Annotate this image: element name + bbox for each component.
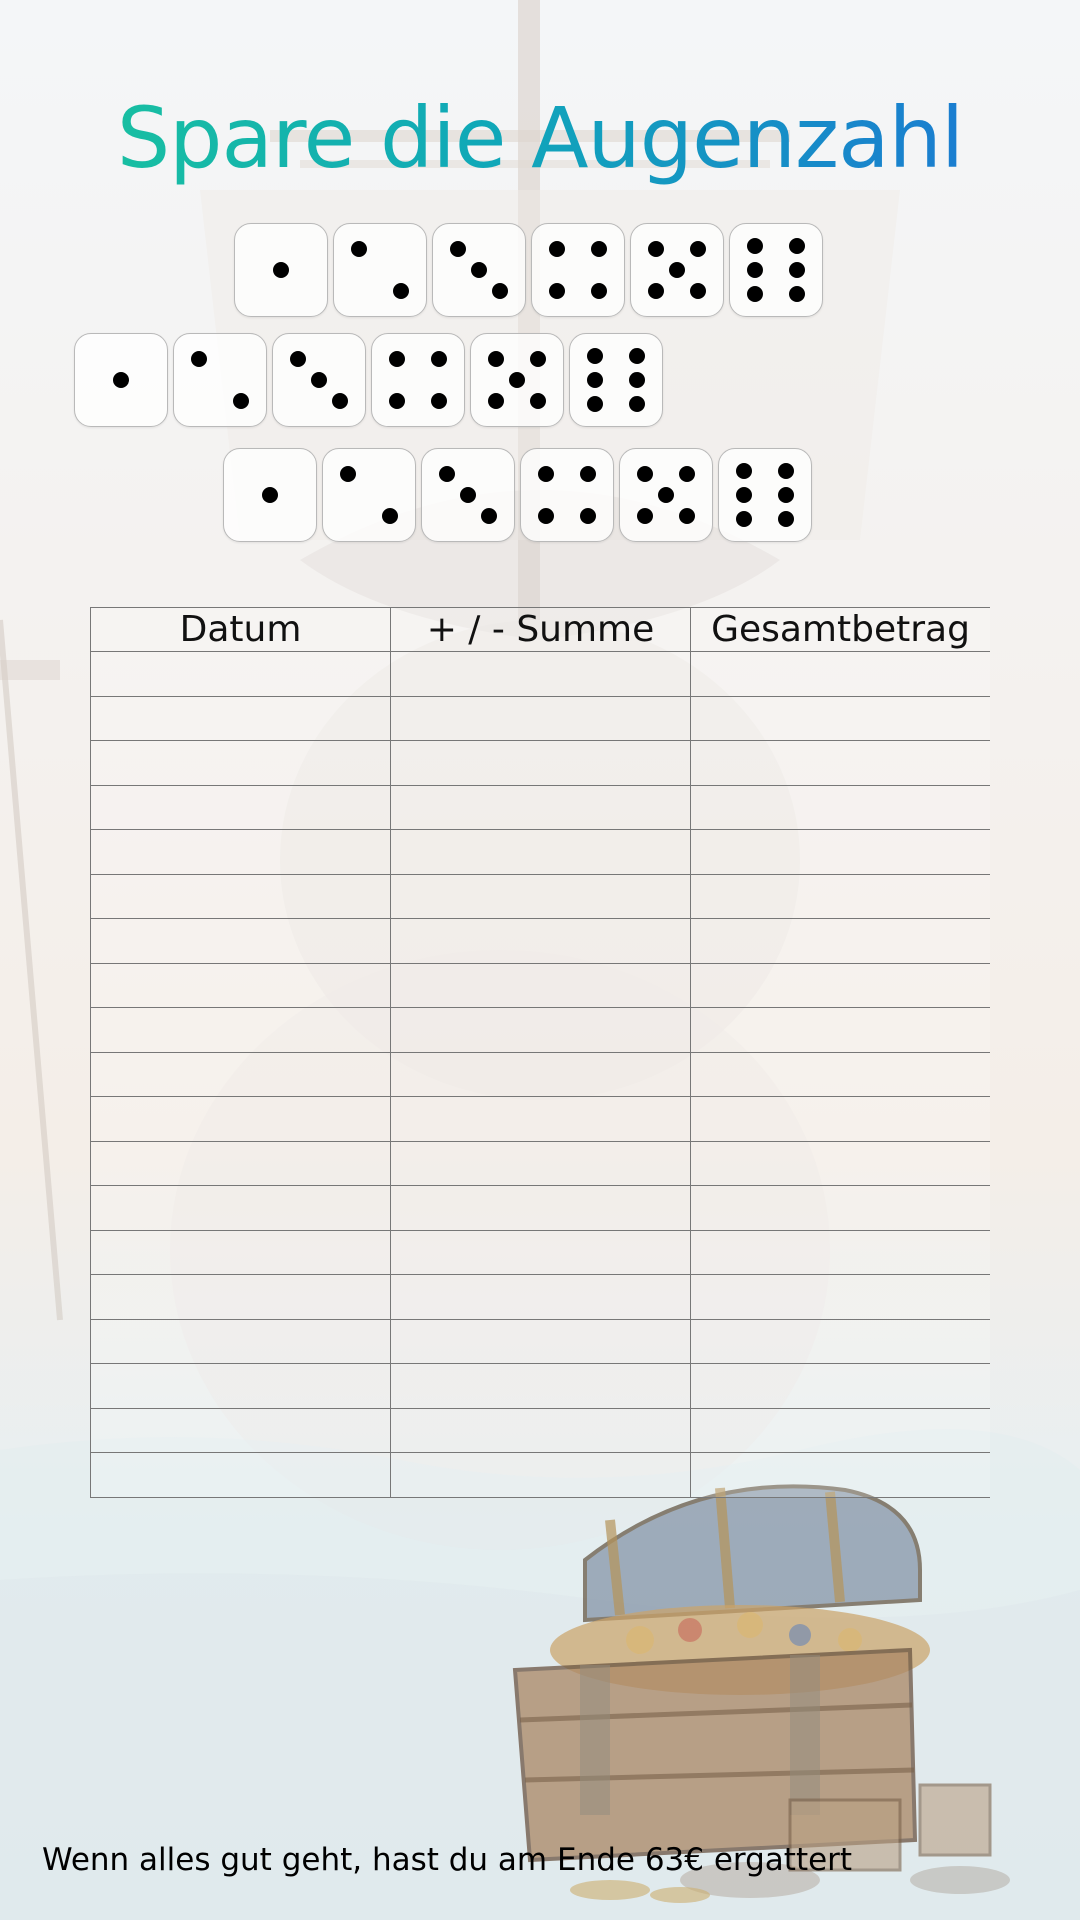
die-pip: [580, 508, 596, 524]
die-pip: [481, 508, 497, 524]
table-row: [91, 652, 991, 697]
die-pip: [629, 372, 645, 388]
die-pip: [591, 283, 607, 299]
gesamtbetrag-cell: [691, 1408, 991, 1453]
die-pip: [393, 283, 409, 299]
datum-cell: [91, 1453, 391, 1498]
die-pip: [191, 351, 207, 367]
die-pip: [538, 466, 554, 482]
gesamtbetrag-cell: [691, 1097, 991, 1142]
datum-cell: [91, 963, 391, 1008]
gesamtbetrag-cell: [691, 785, 991, 830]
die-pip: [431, 351, 447, 367]
die-face-6: [569, 333, 663, 427]
summe-cell: [391, 1275, 691, 1320]
die-face-4: [531, 223, 625, 317]
die-face-1: [234, 223, 328, 317]
die-face-4: [520, 448, 614, 542]
summe-cell: [391, 1364, 691, 1409]
gesamtbetrag-cell: [691, 830, 991, 875]
datum-cell: [91, 1186, 391, 1231]
die-pip: [382, 508, 398, 524]
die-pip: [488, 351, 504, 367]
datum-cell: [91, 1408, 391, 1453]
die-pip: [549, 241, 565, 257]
die-face-5: [630, 223, 724, 317]
die-face-3: [421, 448, 515, 542]
die-face-2: [322, 448, 416, 542]
gesamtbetrag-cell: [691, 696, 991, 741]
gesamtbetrag-cell: [691, 741, 991, 786]
die-pip: [629, 348, 645, 364]
die-pip: [587, 372, 603, 388]
die-pip: [629, 396, 645, 412]
datum-cell: [91, 741, 391, 786]
gesamtbetrag-cell: [691, 652, 991, 697]
table-row: [91, 1097, 991, 1142]
die-pip: [747, 262, 763, 278]
die-pip: [273, 262, 289, 278]
table-row: [91, 1052, 991, 1097]
die-face-3: [272, 333, 366, 427]
summe-cell: [391, 1230, 691, 1275]
datum-cell: [91, 1008, 391, 1053]
dice-row-3: [223, 448, 812, 542]
datum-cell: [91, 1364, 391, 1409]
table-row: [91, 1230, 991, 1275]
die-pip: [637, 466, 653, 482]
die-pip: [690, 283, 706, 299]
datum-cell: [91, 1230, 391, 1275]
summe-cell: [391, 1052, 691, 1097]
die-pip: [290, 351, 306, 367]
gesamtbetrag-cell: [691, 1052, 991, 1097]
gesamtbetrag-cell: [691, 1275, 991, 1320]
gesamtbetrag-cell: [691, 1364, 991, 1409]
die-pip: [690, 241, 706, 257]
summe-cell: [391, 1319, 691, 1364]
gesamtbetrag-cell: [691, 1453, 991, 1498]
die-pip: [747, 286, 763, 302]
die-pip: [389, 351, 405, 367]
savings-table: [90, 607, 990, 1498]
summe-cell: [391, 1408, 691, 1453]
savings-table-container: [90, 607, 990, 1525]
die-face-6: [729, 223, 823, 317]
summe-cell: [391, 874, 691, 919]
die-pip: [648, 283, 664, 299]
die-pip: [789, 262, 805, 278]
dice-row-1: [234, 223, 823, 317]
die-pip: [669, 262, 685, 278]
die-pip: [789, 238, 805, 254]
table-row: [91, 830, 991, 875]
datum-cell: [91, 1275, 391, 1320]
table-row: [91, 1008, 991, 1053]
die-pip: [340, 466, 356, 482]
die-pip: [736, 511, 752, 527]
summe-cell: [391, 830, 691, 875]
die-pip: [233, 393, 249, 409]
table-row: [91, 1364, 991, 1409]
summe-cell: [391, 696, 691, 741]
summe-cell: [391, 1008, 691, 1053]
die-pip: [530, 351, 546, 367]
die-face-5: [619, 448, 713, 542]
die-pip: [778, 463, 794, 479]
die-pip: [637, 508, 653, 524]
gesamtbetrag-cell: [691, 1186, 991, 1231]
page-title: Spare die Augenzahl: [0, 88, 1080, 189]
die-face-6: [718, 448, 812, 542]
die-pip: [492, 283, 508, 299]
die-face-3: [432, 223, 526, 317]
column-header-summe: + / - Summe: [391, 608, 691, 652]
die-pip: [778, 487, 794, 503]
die-pip: [736, 463, 752, 479]
die-pip: [471, 262, 487, 278]
summe-cell: [391, 963, 691, 1008]
die-pip: [488, 393, 504, 409]
datum-cell: [91, 1052, 391, 1097]
datum-cell: [91, 874, 391, 919]
die-pip: [591, 241, 607, 257]
summe-cell: [391, 1186, 691, 1231]
table-body: [91, 652, 991, 1498]
die-pip: [389, 393, 405, 409]
column-header-datum: Datum: [91, 608, 391, 652]
gesamtbetrag-cell: [691, 1319, 991, 1364]
datum-cell: [91, 785, 391, 830]
summe-cell: [391, 1453, 691, 1498]
datum-cell: [91, 1141, 391, 1186]
die-pip: [431, 393, 447, 409]
die-pip: [679, 466, 695, 482]
die-pip: [450, 241, 466, 257]
table-row: [91, 696, 991, 741]
die-pip: [587, 396, 603, 412]
summe-cell: [391, 741, 691, 786]
summe-cell: [391, 1097, 691, 1142]
die-face-5: [470, 333, 564, 427]
die-pip: [311, 372, 327, 388]
die-face-1: [74, 333, 168, 427]
die-face-4: [371, 333, 465, 427]
die-pip: [113, 372, 129, 388]
table-row: [91, 1275, 991, 1320]
die-pip: [530, 393, 546, 409]
datum-cell: [91, 1097, 391, 1142]
die-pip: [262, 487, 278, 503]
table-header-row: [91, 608, 991, 652]
datum-cell: [91, 652, 391, 697]
die-pip: [439, 466, 455, 482]
datum-cell: [91, 919, 391, 964]
table-row: [91, 874, 991, 919]
summe-cell: [391, 785, 691, 830]
die-pip: [538, 508, 554, 524]
gesamtbetrag-cell: [691, 1008, 991, 1053]
table-row: [91, 1186, 991, 1231]
table-row: [91, 741, 991, 786]
table-row: [91, 1408, 991, 1453]
die-pip: [747, 238, 763, 254]
summe-cell: [391, 919, 691, 964]
datum-cell: [91, 696, 391, 741]
dice-row-2: [74, 333, 663, 427]
die-face-2: [173, 333, 267, 427]
die-pip: [736, 487, 752, 503]
footer-note: Wenn alles gut geht, hast du am Ende 63€ ergattert: [42, 1842, 853, 1878]
table-row: [91, 963, 991, 1008]
die-pip: [509, 372, 525, 388]
die-pip: [580, 466, 596, 482]
column-header-gesamtbetrag: Gesamtbetrag: [691, 608, 991, 652]
die-pip: [648, 241, 664, 257]
datum-cell: [91, 830, 391, 875]
gesamtbetrag-cell: [691, 919, 991, 964]
die-pip: [460, 487, 476, 503]
die-pip: [658, 487, 674, 503]
die-pip: [679, 508, 695, 524]
gesamtbetrag-cell: [691, 1230, 991, 1275]
gesamtbetrag-cell: [691, 1141, 991, 1186]
die-pip: [332, 393, 348, 409]
die-face-2: [333, 223, 427, 317]
die-face-1: [223, 448, 317, 542]
table-row: [91, 1319, 991, 1364]
summe-cell: [391, 652, 691, 697]
table-row: [91, 785, 991, 830]
summe-cell: [391, 1141, 691, 1186]
table-row: [91, 1141, 991, 1186]
die-pip: [351, 241, 367, 257]
table-row: [91, 1453, 991, 1498]
die-pip: [789, 286, 805, 302]
gesamtbetrag-cell: [691, 963, 991, 1008]
die-pip: [549, 283, 565, 299]
gesamtbetrag-cell: [691, 874, 991, 919]
table-row: [91, 919, 991, 964]
die-pip: [587, 348, 603, 364]
die-pip: [778, 511, 794, 527]
datum-cell: [91, 1319, 391, 1364]
